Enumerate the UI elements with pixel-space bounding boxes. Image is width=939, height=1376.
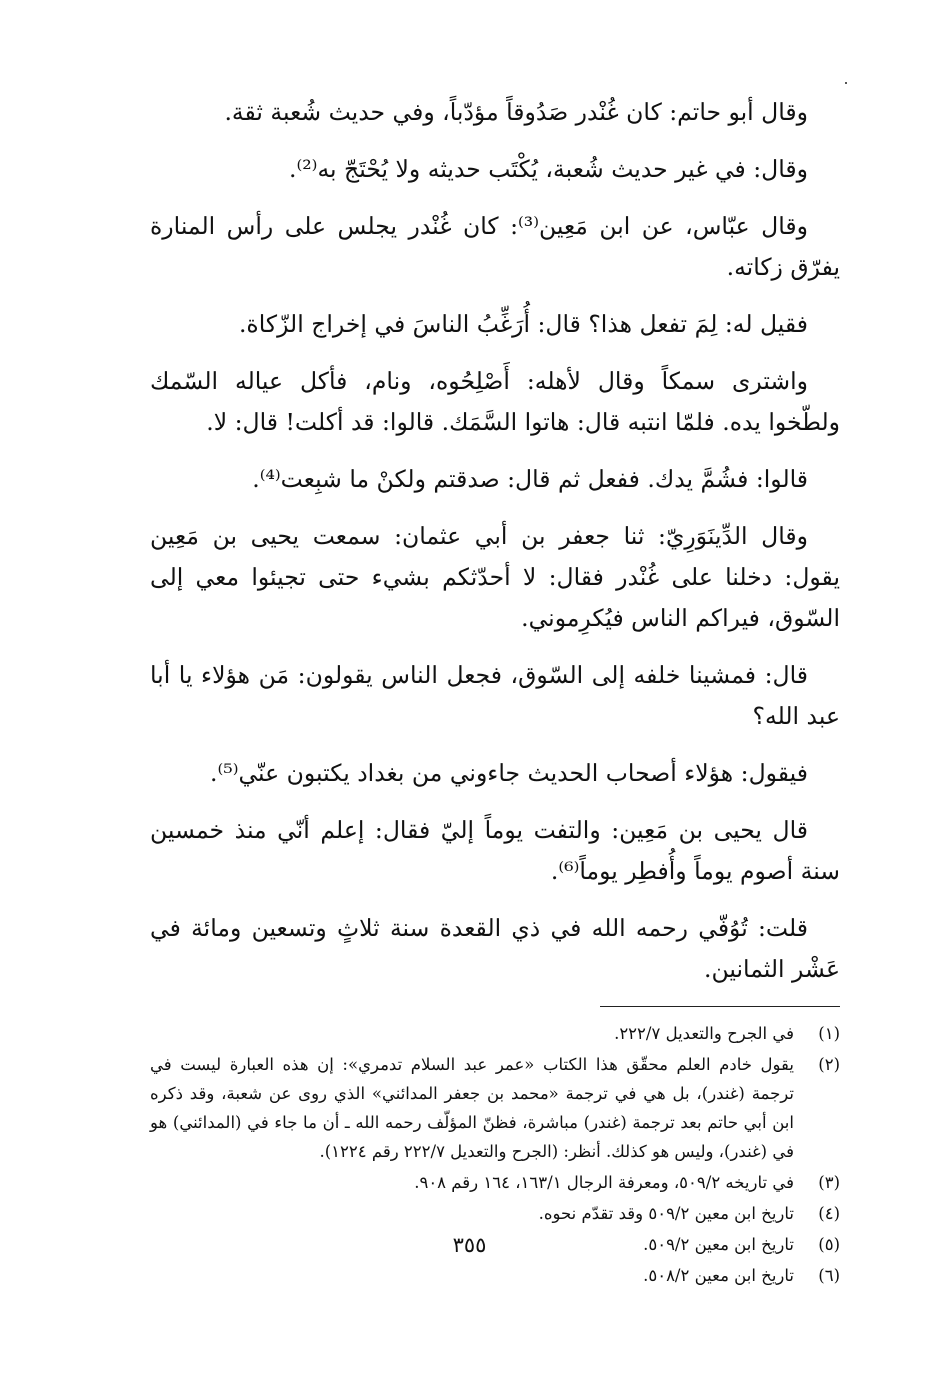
- footnote-number: (٥): [818, 1235, 840, 1254]
- footnote-number: (٢): [818, 1055, 840, 1074]
- footnote: [150, 1261, 840, 1290]
- paragraph: قلت: تُوُفّي رحمه الله في ذي القعدة سنة ثلاثٍ وتسعين ومائة في عَشْر الثمانين.: [150, 914, 840, 983]
- paragraph: قال: فمشينا خلفه إلى السّوق، فجعل الناس يقولون: مَن هؤلاء يا أبا عبد الله؟: [150, 661, 840, 730]
- paragraph: فيقول: هؤلاء أصحاب الحديث جاءوني من بغداد يكتبون عنّي⁽⁵⁾.: [210, 759, 808, 787]
- footnote-number: (٣): [818, 1173, 840, 1192]
- footnote: [150, 1050, 840, 1166]
- page-number: ٣٥٥: [452, 1233, 487, 1257]
- footnote-text: في تاريخه ٥٠٩/٢، ومعرفة الرجال ١٦٣/١، ١٦٤ رقم ٩٠٨.: [414, 1173, 794, 1192]
- footnote: [150, 1168, 840, 1197]
- footnote-text: في الجرح والتعديل ٢٢٢/٧.: [614, 1024, 794, 1043]
- footnote-separator: [600, 1006, 840, 1007]
- paragraph: وقال أبو حاتم: كان غُنْدر صَدُوقاً مؤدّباً، وفي حديث شُعبة ثقة.: [224, 98, 808, 126]
- paragraph: وقال: في غير حديث شُعبة، يُكْتَب حديثه ولا يُحْتَجّ به⁽²⁾.: [289, 155, 808, 183]
- paragraph: وقال عبّاس، عن ابن مَعِين⁽³⁾: كان غُنْدر يجلس على رأس المنارة يفرّق زكاته.: [150, 212, 840, 281]
- body-text: [150, 92, 840, 990]
- footnote: [150, 1199, 840, 1228]
- footnote-number: (٤): [818, 1204, 840, 1223]
- paragraph: واشترى سمكاً وقال لأهله: أَصْلِحُوه، ونام، فأكل عياله السّمك ولطّخوا يده. فلمّا انتبه قال: هاتوا السَّمَك. قالوا: قد أكلت! قال: لا.: [150, 367, 840, 436]
- footnote-number: (٦): [818, 1266, 840, 1285]
- footnote-text: يقول خادم العلم محقّق هذا الكتاب «عمر عبد السلام تدمري»: إن هذه العبارة ليست في ترجمة (غندر)، بل هي في ترجمة «محمد بن جعفر المدائني» الذي روى عن شعبة، وقد ذكره ابن أبي حاتم بعد ترجمة (غندر) مباشرة، فظنّ المؤلّف رحمه الله ـ أن ما جاء في (المدائني) هو في (غندر)، وليس هو كذلك. أنظر: (الجرح والتعديل ٢٢٢/٧ رقم ١٢٢٤).: [150, 1055, 794, 1161]
- footnote-text: تاريخ ابن معين ٥٠٩/٢.: [643, 1235, 794, 1254]
- paragraph: وقال الدِّينَوَرِيّ: ثنا جعفر بن أبي عثمان: سمعت يحيى بن مَعِين يقول: دخلنا على غُنْدر فقال: لا أحدّثكم بشيء حتى تجيئوا معي إلى السّوق، فيراكم الناس فيُكرِموني.: [150, 522, 840, 632]
- page-content: [150, 92, 840, 1292]
- footnote-text: تاريخ ابن معين ٥٠٩/٢ وقد تقدّم نحوه.: [538, 1204, 794, 1223]
- footnote-number: (١): [818, 1024, 840, 1043]
- speck: [845, 82, 847, 84]
- paragraph: قالوا: فشُمَّ يدك. ففعل ثم قال: صدقتم ولكنْ ما شبِعت⁽⁴⁾.: [252, 465, 808, 493]
- paragraph: قال يحيى بن مَعِين: والتفت يوماً إليّ فقال: إعلم أنّي منذ خمسين سنة أصوم يوماً وأُفطِر يوماً⁽⁶⁾.: [150, 816, 840, 885]
- paragraph: فقيل له: لِمَ تفعل هذا؟ قال: أُرَغِّبُ الناسَ في إخراج الزّكاة.: [238, 310, 808, 338]
- footnote: [150, 1019, 840, 1048]
- footnote-text: تاريخ ابن معين ٥٠٨/٢.: [643, 1266, 794, 1285]
